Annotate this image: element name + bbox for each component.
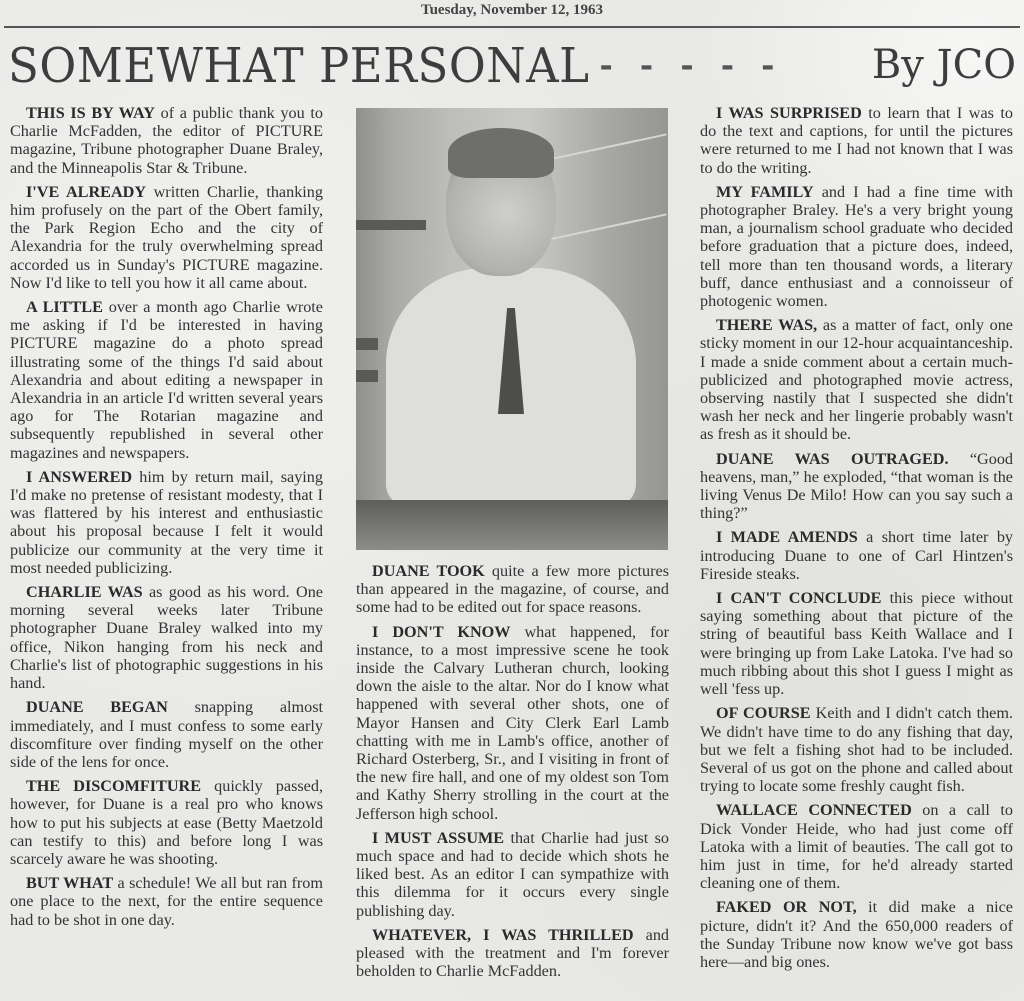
paragraph-text: this piece without saying something about that picture of the string of beautiful bass Keith Wallace and I were bringing up from Lake Latoka. I've had so much ribbing about this shot I guess I might as well 'fess up. <box>700 589 1013 699</box>
paragraph <box>10 183 323 292</box>
paragraph-lead: DUANE BEGAN <box>26 698 168 717</box>
paragraph <box>356 926 669 981</box>
paragraph-lead: MY FAMILY <box>716 182 814 201</box>
paragraph-lead: I'VE ALREADY <box>26 182 147 201</box>
paragraph-lead: I WAS SURPRISED <box>716 104 862 122</box>
paragraph-text: “Good heavens, man,” he exploded, “that woman is the living Venus De Milo! How can you say such a thing?” <box>700 449 1014 523</box>
photo-frame-edge <box>356 338 378 350</box>
paragraph <box>356 562 669 617</box>
paragraph <box>356 623 669 823</box>
paragraph-text: quickly passed, however, for Duane is a real pro who knows how to put his subjects at ease (Betty Maetzold can testify to this) and before long I was scarcely aware he was shooting. <box>10 777 323 868</box>
portrait-photo <box>356 108 668 550</box>
paragraph <box>700 801 1013 892</box>
paragraph-lead: THERE WAS, <box>716 316 818 335</box>
paragraph <box>700 589 1013 698</box>
paragraph <box>10 698 323 771</box>
paragraph-lead: CHARLIE WAS <box>26 583 143 602</box>
paragraph-text: a schedule! We all but ran from one place to the next, for the entire sequence had to be shot in one day. <box>10 874 323 929</box>
paragraph-text: Keith and I didn't catch them. We didn't have time to do any fishing that day, but we felt a fishing shot had to be included. Several of us got on the phone and called about trying to locate some freshly caught fish. <box>700 704 1013 796</box>
paragraph-text: as good as his word. One morning several weeks later Tribune photographer Duane Braley walked into my office, Nikon hanging from his neck and Charlie's list of photographic suggestions in his hand. <box>10 583 323 693</box>
paragraph <box>10 298 323 462</box>
paragraph-text: it did make a nice picture, didn't it? And the 650,000 readers of the Sunday Tribune now know we've got bass here—and big ones. <box>700 898 1013 971</box>
paragraph-text: over a month ago Charlie wrote me asking if I'd be interested in having PICTURE magazine do a photo spread illustrating some of the things I'd said about Alexandria and about editing a newspaper in Alexandria in an article I'd written several years ago for The Rotarian magazine and subsequently republished in several other magazines and newspapers. <box>10 298 323 462</box>
paragraph-lead: FAKED OR NOT, <box>716 898 857 917</box>
column-title: SOMEWHAT PERSONAL <box>8 37 590 93</box>
paragraph-text: as a matter of fact, only one sticky moment in our 12-hour acquaintanceship. I made a snide comment about a certain much-publicized and photographed movie actress, observing nastily that I suspected she didn't wash her neck and her lingerie probably wasn't as fresh as it should be. <box>700 316 1013 444</box>
paragraph <box>10 874 323 929</box>
paragraph-lead: DUANE WAS OUTRAGED. <box>716 449 949 468</box>
paragraph-lead: BUT WHAT <box>26 874 114 893</box>
paragraph <box>700 898 1013 971</box>
masthead <box>8 36 1016 94</box>
paragraph-text: on a call to Dick Vonder Heide, who had just come off Latoka with a limit of beauties. The call got to him just in time, for he'd already started cleaning one of them. <box>700 801 1013 893</box>
paragraph <box>10 104 323 177</box>
paragraph-lead: THE DISCOMFITURE <box>26 777 202 796</box>
paragraph-lead: I CAN'T CONCLUDE <box>716 589 882 608</box>
title-dashes: - - - - - <box>599 46 783 84</box>
paragraph-text: of a public thank you to Charlie McFadden, the editor of PICTURE magazine, Tribune photographer Duane Braley, and the Minneapolis Star & Tribune. <box>10 104 324 177</box>
paragraph <box>700 528 1013 583</box>
paragraph-lead: THIS IS BY WAY <box>26 104 155 122</box>
paragraph-text: to learn that I was to do the text and captions, for until the pictures were returned to me I had not known that I was to do the writing. <box>700 104 1014 177</box>
paragraph-lead: WHATEVER, I WAS THRILLED <box>372 925 634 944</box>
paragraph-lead: I DON'T KNOW <box>372 622 511 641</box>
paragraph-text: quite a few more pictures than appeared in the magazine, of course, and some had to be edited out for space reasons. <box>356 562 669 617</box>
column-left <box>10 104 323 935</box>
paragraph-lead: DUANE TOOK <box>372 562 485 580</box>
paragraph-text: a short time later by introducing Duane to one of Carl Hintzen's Fireside steaks. <box>700 528 1014 583</box>
header-rule <box>4 26 1020 28</box>
paragraph <box>700 316 1013 443</box>
paragraph <box>700 704 1013 795</box>
column-middle <box>356 562 669 986</box>
paragraph-text: what happened, for instance, to a most impressive scene he took inside the Calvary Lutheran church, looking down the aisle to the altar. Nor do I know what happened with several other shots, one of Mayor Hansen and City Clerk Earl Lamb chatting with me in Lamb's office, another of Richard Osterberg, Sr., and I visiting in front of the new fire hall, and one of my oldest son Tom and Kathy Sherry strolling in the court at the Jefferson high school. <box>356 622 669 823</box>
paragraph-text: snapping almost immediately, and I must confess to some early discomfiture over finding myself on the other side of the lens for once. <box>10 698 323 771</box>
paragraph-text: that Charlie had just so much space and had to decide which shots he liked best. As an editor I can sympathize with this dilemma for it occurs every single publishing day. <box>356 828 670 920</box>
byline: By JCO <box>871 42 1016 88</box>
paragraph-lead: I ANSWERED <box>26 467 133 486</box>
paragraph-lead: OF COURSE <box>716 704 811 723</box>
paragraph <box>700 104 1013 177</box>
paragraph-lead: I MADE AMENDS <box>716 528 858 547</box>
paragraph <box>10 777 323 868</box>
paragraph-text: and pleased with the treatment and I'm forever beholden to Charlie McFadden. <box>356 925 670 981</box>
paragraph-lead: I MUST ASSUME <box>372 828 505 847</box>
photo-desk <box>356 500 668 550</box>
photo-subject-hair <box>448 128 554 178</box>
photo-frame-edge <box>356 370 378 382</box>
paragraph-text: written Charlie, thanking him profusely on the part of the Obert family, the Park Region Echo and the city of Alexandria for the truly overwhelming spread accorded us in Sunday's PICTURE magazine. Now I'd like to tell you how it all came about. <box>10 182 323 292</box>
paragraph-text: and I had a fine time with photographer Braley. He's a very bright young man, a journalism school graduate who decided before graduation that a picture does, indeed, tell more than ten thousand words, a literary buff, dance enthusiast and a connoisseur of photogenic women. <box>700 182 1013 311</box>
paragraph <box>10 468 323 577</box>
paragraph <box>356 829 669 920</box>
dateline: Tuesday, November 12, 1963 <box>420 2 604 18</box>
photo-frame-edge <box>356 220 426 230</box>
paragraph-lead: A LITTLE <box>26 298 103 317</box>
paragraph-lead: WALLACE CONNECTED <box>716 801 912 820</box>
paragraph <box>700 450 1013 523</box>
column-right <box>700 104 1013 977</box>
paragraph <box>10 583 323 692</box>
paragraph-text: him by return mail, saying I'd make no pretense of resistant modesty, that I was flattered by his interest and enthusiastic about his proposal because I felt it would publicize our community at the very time it most needed publicizing. <box>10 467 323 577</box>
paragraph <box>700 183 1013 310</box>
